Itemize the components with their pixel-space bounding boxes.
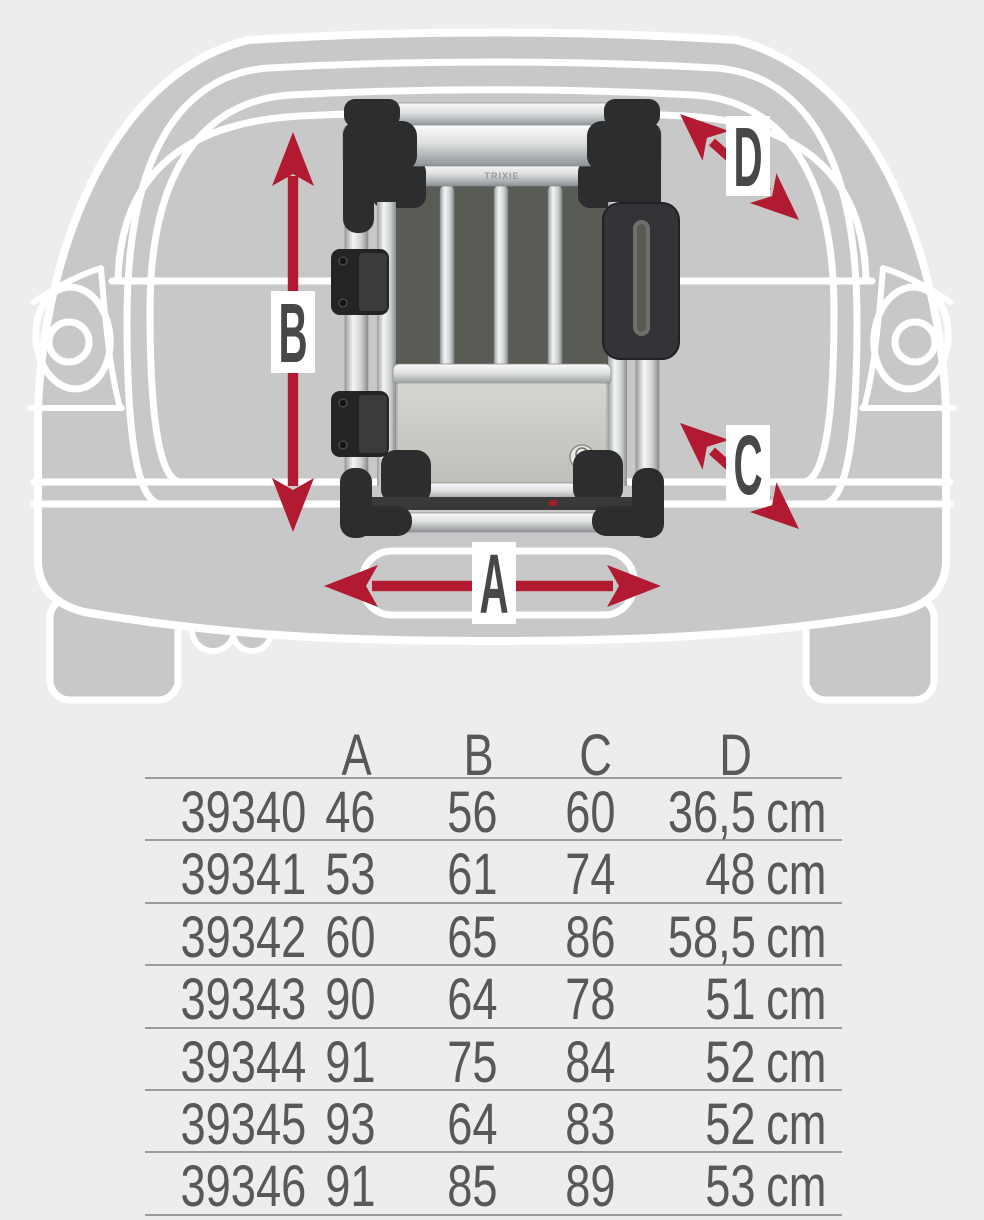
brand-text: TRIXIE (484, 171, 520, 181)
c-cell: 89 (565, 1154, 616, 1220)
b-cell: 75 (447, 1029, 498, 1095)
table-row (145, 966, 842, 1033)
a-cell: 60 (325, 904, 376, 970)
table-row (145, 841, 842, 908)
c-cell: 84 (565, 1029, 616, 1095)
b-cell: 64 (447, 967, 498, 1033)
header-d: D (719, 723, 752, 788)
dimension-label-a (472, 537, 516, 631)
svg-text:D: D (733, 109, 763, 204)
svg-text:C: C (733, 417, 763, 512)
c-cell: 86 (565, 904, 616, 970)
unit-cell: cm (766, 904, 827, 970)
header-b: B (463, 723, 494, 788)
c-cell: 83 (565, 1091, 616, 1157)
table-header-row (145, 722, 842, 788)
unit-cell: cm (766, 842, 827, 908)
a-cell: 93 (325, 1091, 376, 1157)
size-table (145, 722, 842, 1220)
d-cell: 51 (705, 967, 756, 1033)
door-bottom-corner-right (573, 450, 623, 504)
header-c: C (579, 723, 612, 788)
table-row (145, 1091, 842, 1157)
a-cell: 91 (325, 1154, 376, 1220)
d-cell: 53 (705, 1154, 756, 1220)
pet-crate (331, 99, 679, 538)
header-a: A (341, 723, 372, 788)
unit-cell: cm (766, 1154, 827, 1220)
article-cell: 39340 (180, 780, 307, 845)
door-bottom-corner-left (381, 450, 431, 504)
table-row (145, 1029, 842, 1095)
unit-cell: cm (766, 1091, 827, 1157)
dimension-label-d (726, 110, 770, 204)
a-cell: 90 (325, 967, 376, 1033)
c-cell: 78 (565, 967, 616, 1033)
article-cell: 39343 (180, 967, 307, 1033)
article-cell: 39345 (180, 1091, 307, 1157)
table-row (145, 779, 842, 845)
svg-text:B: B (278, 285, 308, 380)
base-red-latch (549, 500, 557, 506)
b-cell: 64 (447, 1091, 498, 1157)
unit-cell: cm (766, 780, 827, 845)
unit-cell: cm (766, 967, 827, 1033)
crate-base-strip (367, 497, 637, 510)
a-cell: 46 (325, 780, 376, 845)
table-row (145, 904, 842, 970)
c-cell: 74 (565, 842, 616, 908)
b-cell: 85 (447, 1154, 498, 1220)
d-cell: 48 (705, 842, 756, 908)
dimension-label-c (726, 418, 770, 512)
a-cell: 91 (325, 1029, 376, 1095)
dimension-label-b (271, 286, 315, 380)
d-cell: 52 (705, 1091, 756, 1157)
door-mid-rail (393, 364, 611, 385)
a-cell: 53 (325, 842, 376, 908)
article-cell: 39344 (180, 1029, 307, 1095)
article-cell: 39342 (180, 904, 307, 970)
d-cell: 58,5 (667, 904, 756, 970)
article-cell: 39341 (180, 842, 307, 908)
b-cell: 65 (447, 904, 498, 970)
crate-handle (603, 203, 679, 359)
unit-cell: cm (766, 1029, 827, 1095)
b-cell: 56 (447, 780, 498, 845)
table-row (145, 1153, 842, 1220)
d-cell: 52 (705, 1029, 756, 1095)
c-cell: 60 (565, 780, 616, 845)
svg-text:A: A (479, 536, 509, 631)
d-cell: 36,5 (667, 780, 756, 845)
article-cell: 39346 (180, 1154, 307, 1220)
b-cell: 61 (447, 842, 498, 908)
